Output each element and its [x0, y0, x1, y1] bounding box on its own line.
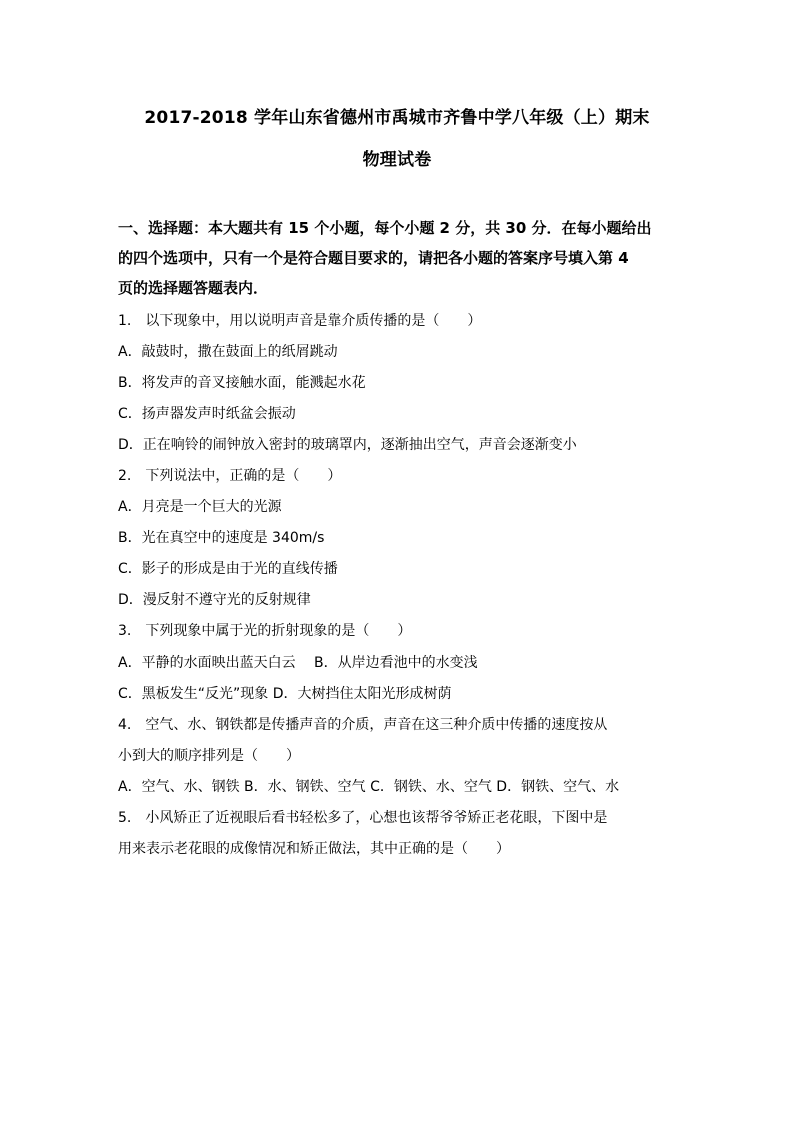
question-2-option-a: A．月亮是一个巨大的光源 [118, 499, 282, 515]
section-heading-line-1: 一、选择题：本大题共有 15 个小题，每个小题 2 分，共 30 分．在每小题给出 [118, 219, 652, 237]
question-5-stem-line-2: 用来表示老花眼的成像情况和矫正做法，其中正确的是（ ） [118, 841, 510, 857]
question-4-stem-line-2: 小到大的顺序排列是（ ） [118, 748, 300, 764]
question-4-stem-line-1: 4. 空气、水、钢铁都是传播声音的介质，声音在这三种介质中传播的速度按从 [118, 717, 608, 733]
question-3-options-ab: A．平静的水面映出蓝天白云 B．从岸边看池中的水变浅 [118, 655, 478, 671]
question-1-option-b: B．将发声的音叉接触水面，能溅起水花 [118, 375, 366, 391]
question-3-options-cd: C．黑板发生“反光”现象 D．大树挡住太阳光形成树荫 [118, 686, 452, 702]
section-heading-line-3: 页的选择题答题表内． [118, 279, 269, 297]
question-2-option-c: C．影子的形成是由于光的直线传播 [118, 561, 338, 577]
question-1-stem: 1. 以下现象中，用以说明声音是靠介质传播的是（ ） [118, 313, 482, 329]
question-2-stem: 2. 下列说法中，正确的是（ ） [118, 468, 342, 484]
question-2-option-b: B．光在真空中的速度是 340m/s [118, 530, 325, 546]
question-2-option-d: D．漫反射不遵守光的反射规律 [118, 592, 311, 608]
document-title-line-1: 2017-2018 学年山东省德州市禹城市齐鲁中学八年级（上）期末 [144, 108, 650, 128]
question-1-option-c: C．扬声器发声时纸盆会振动 [118, 406, 296, 422]
question-1-option-a: A．敲鼓时，撒在鼓面上的纸屑跳动 [118, 344, 338, 360]
question-3-stem: 3. 下列现象中属于光的折射现象的是（ ） [118, 623, 412, 639]
section-heading-line-2: 的四个选项中，只有一个是符合题目要求的，请把各小题的答案序号填入第 4 [118, 249, 629, 267]
question-1-option-d: D．正在响铃的闹钟放入密封的玻璃罩内，逐渐抽出空气，声音会逐渐变小 [118, 437, 577, 453]
question-5-stem-line-1: 5. 小风矫正了近视眼后看书轻松多了，心想也该帮爷爷矫正老花眼，下图中是 [118, 810, 608, 826]
question-4-options: A．空气、水、钢铁 B．水、钢铁、空气 C．钢铁、水、空气 D．钢铁、空气、水 [118, 779, 620, 795]
document-title-line-2: 物理试卷 [362, 150, 432, 170]
